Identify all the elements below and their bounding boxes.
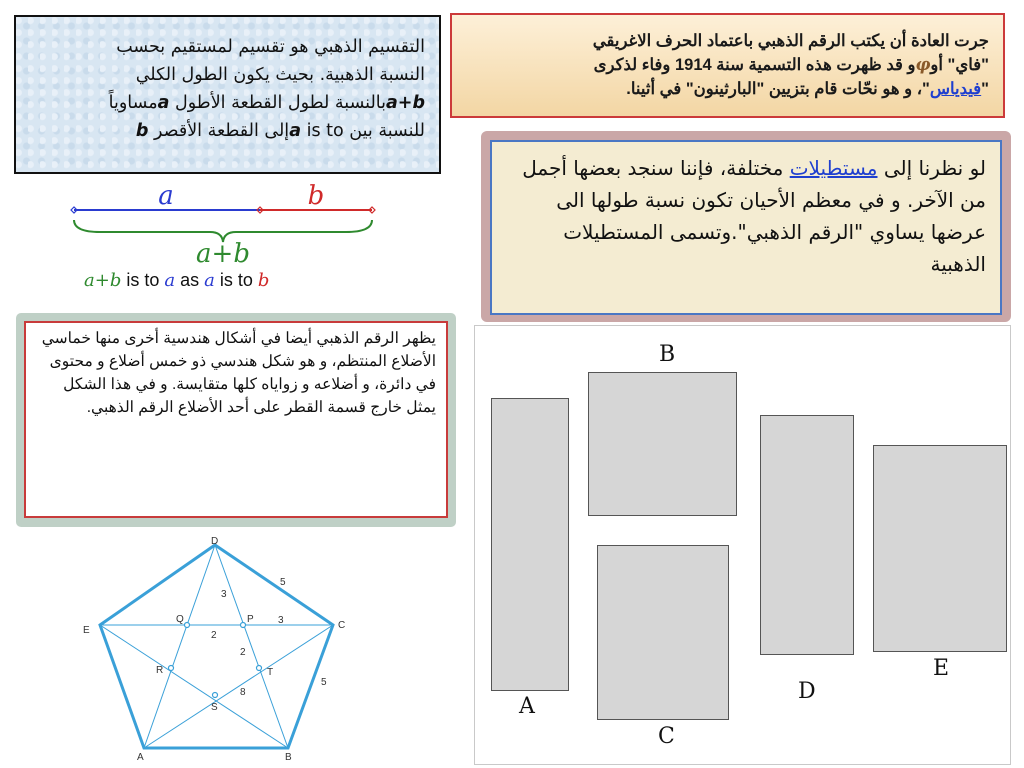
phi-line-2-a: "فاي" أو [930,56,989,74]
measure-label: 3 [278,615,284,626]
phi-symbol: φ [915,55,931,74]
rectangle-e [873,445,1007,652]
phi-line-3: "فيدياس"، و هو نحّات قام بتزيين "البارثينون" في أثينا. [626,80,989,98]
caption-a-2: a [204,270,215,291]
rectangle-label: B [659,342,676,367]
rectangle-label: D [798,679,816,704]
definition-line-3 [28,89,425,117]
definition-line-3-end: مساوياً [108,93,158,113]
measure-label: 2 [211,630,217,641]
measure-label: 5 [280,577,286,588]
pentagon-text: يظهر الرقم الذهبي أيضا في أشكال هندسية أخرى منها خماسي الأضلاع المنتظم، و هو شكل هندسي ذو خمس أضلاع و محتوى في دائرة، و أضلاعه و زواياه كلها متقايسة. و في هذا الشكل يمثل خارج قسمة القطر على أحد الأضلاع الرقم الذهبي. [41,330,436,416]
vertex-label: E [83,625,90,636]
inner-point-label: T [267,667,274,678]
rectangle-label: A [519,694,535,719]
inner-point-label: R [156,665,164,676]
phi-line-2-b: و قد ظهرت هذه التسمية سنة 1914 وفاء لذكرى [593,56,916,74]
vertex-label: D [211,536,219,547]
rectangle-d [760,415,854,655]
ratio-caption [84,270,269,291]
golden-segment-diagram [60,176,390,296]
definition-line-3-text: بالنسبة لطول القطعة الأطول [175,93,386,113]
rectangles-figure [474,325,1011,765]
pentagon-text-box [24,321,448,518]
caption-as: as [175,270,205,290]
phi-line-2 [466,53,989,77]
measure-label: 5 [321,677,327,688]
rectangles-link[interactable]: مستطيلات [789,156,878,180]
caption-b: b [257,270,270,291]
pentagon-diagram [75,535,375,765]
definition-line-4 [28,117,425,145]
var-b: b [135,121,149,141]
inner-point-label: S [211,702,218,713]
measure-label: 8 [240,687,246,698]
definition-is-to [307,121,344,141]
vertex-label: B [285,752,292,763]
golden-rectangles-box [490,140,1002,315]
inner-point-label: Q [176,614,184,625]
inner-point-label: P [247,614,254,625]
phidias-link[interactable]: فيدياس [929,80,982,98]
definition-line-1: التقسيم الذهبي هو تقسيم لمستقيم بحسب [116,37,425,57]
rect-text-before: لو نظرنا إلى [883,156,986,180]
caption-sum: a+b [84,270,122,291]
caption-a-1: a [164,270,176,291]
var-a-2: a [289,121,301,141]
is-to-text: is to [306,121,344,141]
measure-label: 2 [240,647,246,658]
golden-section-definition [14,15,441,174]
caption-is-to-1: is to [121,270,165,290]
segment-label-b: b [307,181,325,211]
var-a-plus-b: a+b [386,93,425,113]
vertex-label: C [338,620,346,631]
pentagon-outline [100,545,333,748]
segment-label-sum: a+b [196,239,250,269]
rectangle-label: E [933,656,950,681]
rectangle-label: C [658,724,675,749]
pentagon-labels [83,536,345,763]
rect-text-after: مختلفة، فإننا سنجد بعضها أجمل من الآخر. و في معظم الأحيان تكون نسبة طولها الى عرضها يساوي "الرقم الذهبي".وتسمى المستطيلات الذهبية [522,156,986,276]
definition-line-4-text: للنسبة بين [349,121,425,141]
measure-label: 3 [221,589,227,600]
phi-notation-box [450,13,1005,118]
phi-line-3-text: "، و هو نحّات قام بتزيين "البارثينون" في أثينا. [626,80,930,98]
phi-line-1: جرت العادة أن يكتب الرقم الذهبي باعتماد الحرف الاغريقي [592,32,989,50]
definition-line-2: النسبة الذهبية. بحيث يكون الطول الكلي [135,65,425,85]
var-a: a [157,93,170,113]
rectangle-c [597,545,729,720]
caption-is-to-2: is to [214,270,258,290]
rectangle-a [491,398,569,691]
rectangle-b [588,372,737,516]
segment-label-a: a [158,181,174,211]
definition-line-4-mid: إلى القطعة الأقصر [154,121,290,141]
vertex-label: A [137,752,144,763]
